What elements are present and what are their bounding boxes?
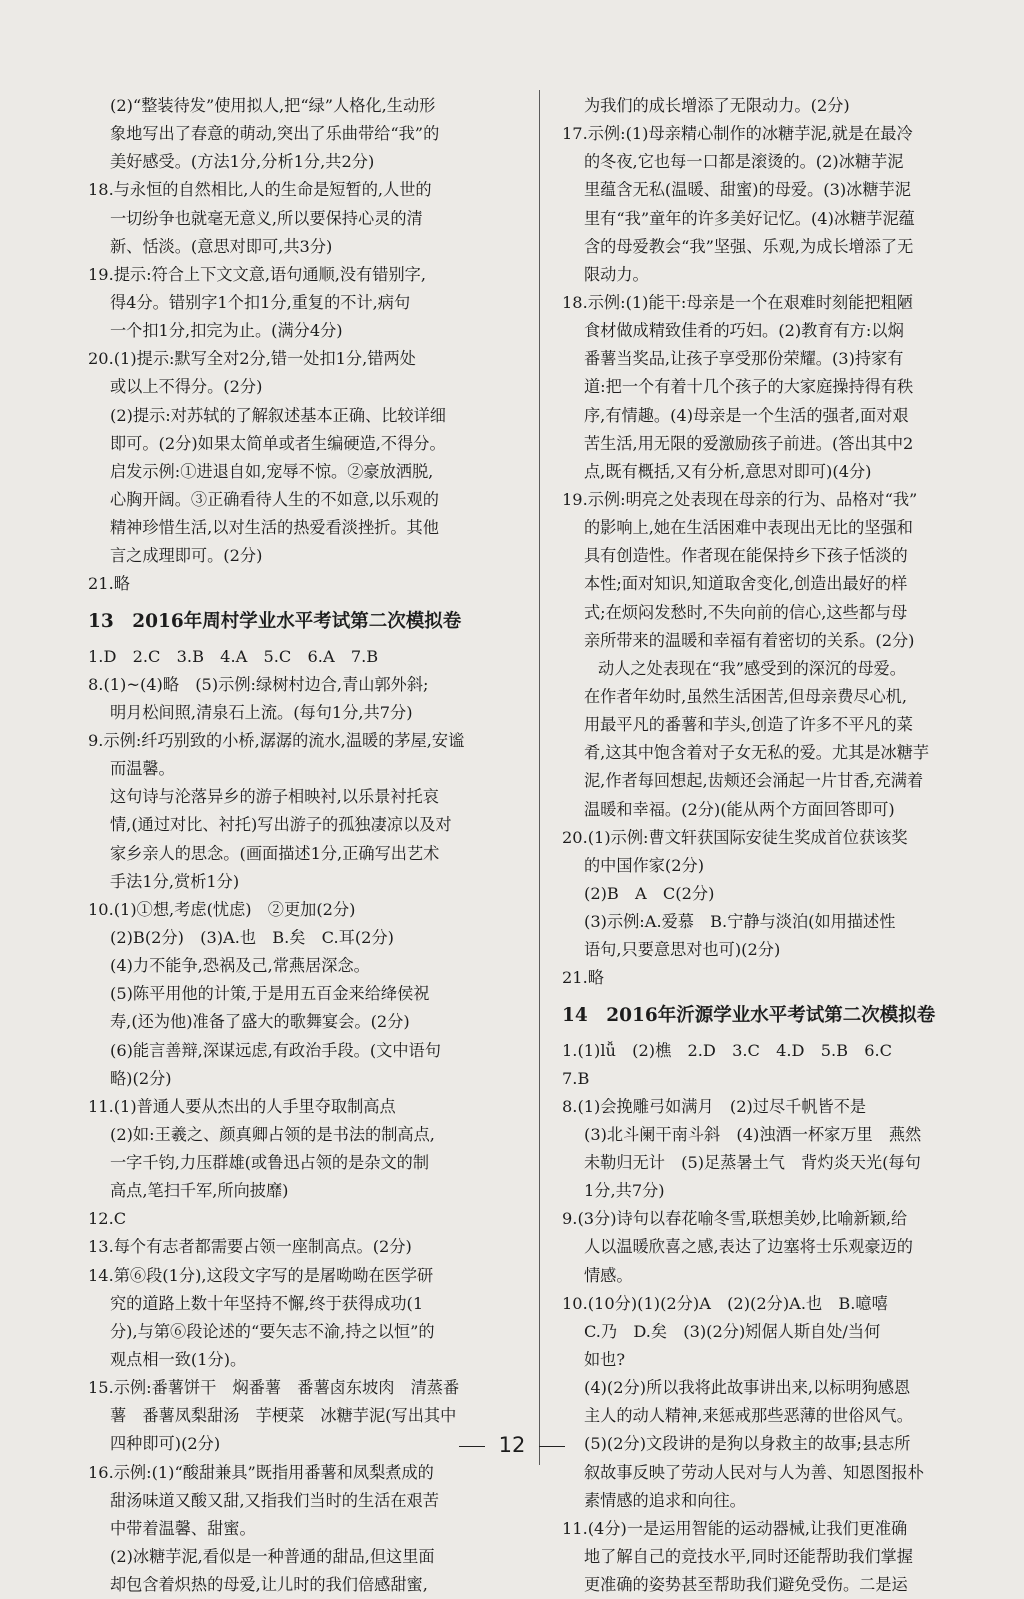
text-line: 家乡亲人的思念。(画面描述1分,正确写出艺术 [110,843,440,863]
text-line: 本性;面对知识,知道取舍变化,创造出最好的样 [584,574,908,594]
text-line: 1.D 2.C 3.B 4.A 5.C 6.A 7.B [88,646,379,666]
text-line: 12.C [88,1209,127,1229]
text-line: 点,既有概括,又有分析,意思对即可)(4分) [584,461,872,481]
text-line: 地了解自己的竞技水平,同时还能帮助我们掌握 [584,1547,913,1567]
text-line: 限动力。 [584,264,649,284]
text-line: 语句,只要意思对也可)(2分) [584,940,781,960]
text-line: 情,(通过对比、衬托)写出游子的孤独凄凉以及对 [110,815,452,835]
text-line: 18.示例:(1)能干:母亲是一个在艰难时刻能把粗陋 [562,292,913,312]
text-line: (2)B(2分) (3)A.也 B.矣 C.耳(2分) [110,927,394,947]
text-line: 温暖和幸福。(2分)(能从两个方面回答即可) [584,799,895,819]
text-line: 主人的动人精神,来惩戒那些恶薄的世俗风气。 [584,1406,913,1426]
text-line: 苦生活,用无限的爱激励孩子前进。(答出其中2 [584,433,914,453]
section-heading: 14 2016年沂源学业水平考试第二次模拟卷 [562,1004,936,1026]
text-line: 11.(1)普通人要从杰出的人手里夺取制高点 [88,1096,396,1116]
text-line: 在作者年幼时,虽然生活困苦,但母亲费尽心机, [584,686,907,706]
text-line: 15.示例:番薯饼干 焖番薯 番薯卤东坡肉 清蒸番 [88,1378,460,1398]
text-line: (6)能言善辩,深谋远虑,有政治手段。(文中语句 [110,1040,441,1060]
text-line: 13.每个有志者都需要占领一座制高点。(2分) [88,1237,412,1257]
text-line: (5)陈平用他的计策,于是用五百金来给绛侯祝 [110,984,430,1004]
text-line: 21.略 [88,574,130,594]
right-column [562,92,990,1599]
text-line: 19.示例:明亮之处表现在母亲的行为、品格对“我” [562,489,918,509]
text-line: 泥,作者每回想起,齿颊还会涌起一片甘香,充满着 [584,771,924,791]
footer-dash-right [539,1446,565,1447]
text-line: (5)(2分)文段讲的是狗以身救主的故事;县志所 [584,1434,911,1454]
text-line: (2)“整装待发”使用拟人,把“绿”人格化,生动形 [110,96,436,115]
text-line: 式;在烦闷发愁时,不失向前的信心,这些都与母 [584,602,908,622]
text-line: 10.(10分)(1)(2分)A (2)(2分)A.也 B.噫嘻 [562,1293,888,1313]
text-line: 20.(1)提示:默写全对2分,错一处扣1分,错两处 [88,349,416,369]
text-line: 番薯当奖品,让孩子享受那份荣耀。(3)持家有 [584,349,904,369]
text-line: 的冬夜,它也每一口都是滚烫的。(2)冰糖芋泥 [584,152,904,172]
column-divider [539,90,540,1465]
text-line: 10.(1)①想,考虑(忧虑) ②更加(2分) [88,899,356,919]
text-line: 一切纷争也就毫无意义,所以要保持心灵的清 [110,208,423,228]
text-line: 用最平凡的番薯和芋头,创造了许多不平凡的菜 [584,715,913,735]
text-line: 序,有情趣。(4)母亲是一个生活的强者,面对艰 [584,405,909,425]
text-line: 明月松间照,清泉石上流。(每句1分,共7分) [110,702,413,722]
text-line: 分),与第⑥段论述的“要矢志不渝,持之以恒”的 [110,1321,435,1341]
text-line: 精神珍惜生活,以对生活的热爱看淡挫折。其他 [110,518,439,538]
text-line: 新、恬淡。(意思对即可,共3分) [110,236,333,256]
text-line: 手法1分,赏析1分) [110,871,240,891]
text-line: (2)冰糖芋泥,看似是一种普通的甜品,但这里面 [110,1547,435,1567]
text-line: C.乃 D.矣 (3)(2分)矧倨人斯自处/当何 [584,1321,881,1341]
text-line: 寿,(还为他)准备了盛大的歌舞宴会。(2分) [110,1012,410,1032]
text-line: 而温馨。 [110,759,175,779]
text-line: 这句诗与沦落异乡的游子相映衬,以乐景衬托哀 [110,787,439,807]
left-column [88,92,520,1599]
text-line: 略)(2分) [110,1068,172,1088]
text-line: 21.略 [562,968,604,988]
text-line: 一字千钧,力压群雄(或鲁迅占领的是杂文的制 [110,1153,430,1173]
text-line: 11.(4分)一是运用智能的运动器械,让我们更准确 [562,1518,908,1538]
page-footer [0,1433,1024,1457]
page-number: 12 [498,1433,526,1457]
text-line: 17.示例:(1)母亲精心制作的冰糖芋泥,就是在最冷 [562,124,913,144]
text-line: 里有“我”童年的许多美好记忆。(4)冰糖芋泥蕴 [584,208,915,228]
text-line: 薯 番薯凤梨甜汤 芋梗菜 冰糖芋泥(写出其中 [110,1406,457,1426]
text-line: 美好感受。(方法1分,分析1分,共2分) [110,152,375,172]
text-line: 的中国作家(2分) [584,855,705,875]
text-line: 素情感的追求和向往。 [584,1490,746,1510]
text-line: 人以温暖欣喜之感,表达了边塞将士乐观豪迈的 [584,1237,913,1257]
text-line: 未勒归无计 (5)足蒸暑土气 背灼炎天光(每句 [584,1153,921,1173]
text-line: 道:把一个有着十几个孩子的大家庭操持得有秩 [584,377,914,397]
text-line: 9.示例:纤巧别致的小桥,潺潺的流水,温暖的茅屋,安谧 [88,730,465,750]
text-line: 心胸开阔。③正确看待人生的不如意,以乐观的 [110,489,439,509]
text-line: (2)提示:对苏轼的了解叙述基本正确、比较详细 [110,405,446,425]
text-line: 16.示例:(1)“酸甜兼具”既指用番薯和凤梨煮成的 [88,1462,434,1482]
text-line: 19.提示:符合上下文文意,语句通顺,没有错别字, [88,264,427,284]
text-line: (3)示例:A.爱慕 B.宁静与淡泊(如用描述性 [584,912,896,932]
text-line: 具有创造性。作者现在能保持乡下孩子恬淡的 [584,546,908,566]
text-line: 高点,笔扫千军,所向披靡) [110,1181,289,1201]
text-line: 里蕴含无私(温暖、甜蜜)的母爱。(3)冰糖芋泥 [584,180,911,200]
text-line: 一个扣1分,扣完为止。(满分4分) [110,321,343,341]
text-line: 得4分。错别字1个扣1分,重复的不计,病句 [110,292,411,312]
text-line: 1.(1)lǚ (2)樵 2.D 3.C 4.D 5.B 6.C [562,1040,893,1060]
text-line: 却包含着炽热的母爱,让儿时的我们倍感甜蜜, [110,1575,428,1595]
text-line: 或以上不得分。(2分) [110,377,263,397]
section-heading: 13 2016年周村学业水平考试第二次模拟卷 [88,610,462,632]
text-line: 含的母爱教会“我”坚强、乐观,为成长增添了无 [584,236,914,256]
text-line: 象地写出了春意的萌动,突出了乐曲带给“我”的 [110,124,440,144]
text-line: 甜汤味道又酸又甜,又指我们当时的生活在艰苦 [110,1490,439,1510]
text-line: 更准确的姿势甚至帮助我们避免受伤。二是运 [584,1575,908,1595]
text-line: (2)B A C(2分) [584,883,715,903]
text-line: 食材做成精致佳肴的巧妇。(2)教育有方:以焖 [584,321,904,341]
text-line: 9.(3分)诗句以春花喻冬雪,联想美妙,比喻新颖,给 [562,1209,908,1229]
text-line: 为我们的成长增添了无限动力。(2分) [584,96,850,115]
text-line: 情感。 [584,1265,633,1285]
text-line: 叙故事反映了劳动人民对与人为善、知恩图报朴 [584,1462,924,1482]
text-line: 如也? [584,1350,626,1370]
text-line: 启发示例:①进退自如,宠辱不惊。②豪放洒脱, [110,461,434,481]
text-line: 中带着温馨、甜蜜。 [110,1518,256,1538]
text-line: 肴,这其中饱含着对子女无私的爱。尤其是冰糖芋 [584,743,930,763]
text-line: 亲所带来的温暖和幸福有着密切的关系。(2分) [584,630,915,650]
text-line: (3)北斗阑干南斗斜 (4)浊酒一杯家万里 燕然 [584,1124,922,1144]
text-line: 观点相一致(1分)。 [110,1350,247,1370]
text-line: 四种即可)(2分) [110,1434,221,1454]
text-line: (4)力不能争,恐祸及己,常燕居深念。 [110,956,370,976]
footer-dash-left [459,1446,485,1447]
text-line: (2)如:王羲之、颜真卿占领的是书法的制高点, [110,1124,435,1144]
text-line: 动人之处表现在“我”感受到的深沉的母爱。 [598,658,906,678]
text-line: 14.第⑥段(1分),这段文字写的是屠呦呦在医学研 [88,1265,434,1285]
text-line: 18.与永恒的自然相比,人的生命是短暂的,人世的 [88,180,432,200]
text-line: 7.B [562,1068,590,1088]
text-line: 的影响上,她在生活困难中表现出无比的坚强和 [584,518,913,538]
text-line: 即可。(2分)如果太简单或者生编硬造,不得分。 [110,433,446,453]
text-line: 1分,共7分) [584,1181,665,1201]
text-line: 20.(1)示例:曹文轩获国际安徒生奖成首位获该奖 [562,827,908,847]
text-line: 言之成理即可。(2分) [110,546,263,566]
text-line: (4)(2分)所以我将此故事讲出来,以标明狗感恩 [584,1378,911,1398]
text-line: 8.(1)会挽雕弓如满月 (2)过尽千帆皆不是 [562,1096,867,1116]
text-line: 8.(1)~(4)略 (5)示例:绿树村边合,青山郭外斜; [88,674,429,694]
text-line: 究的道路上数十年坚持不懈,终于获得成功(1 [110,1293,424,1313]
